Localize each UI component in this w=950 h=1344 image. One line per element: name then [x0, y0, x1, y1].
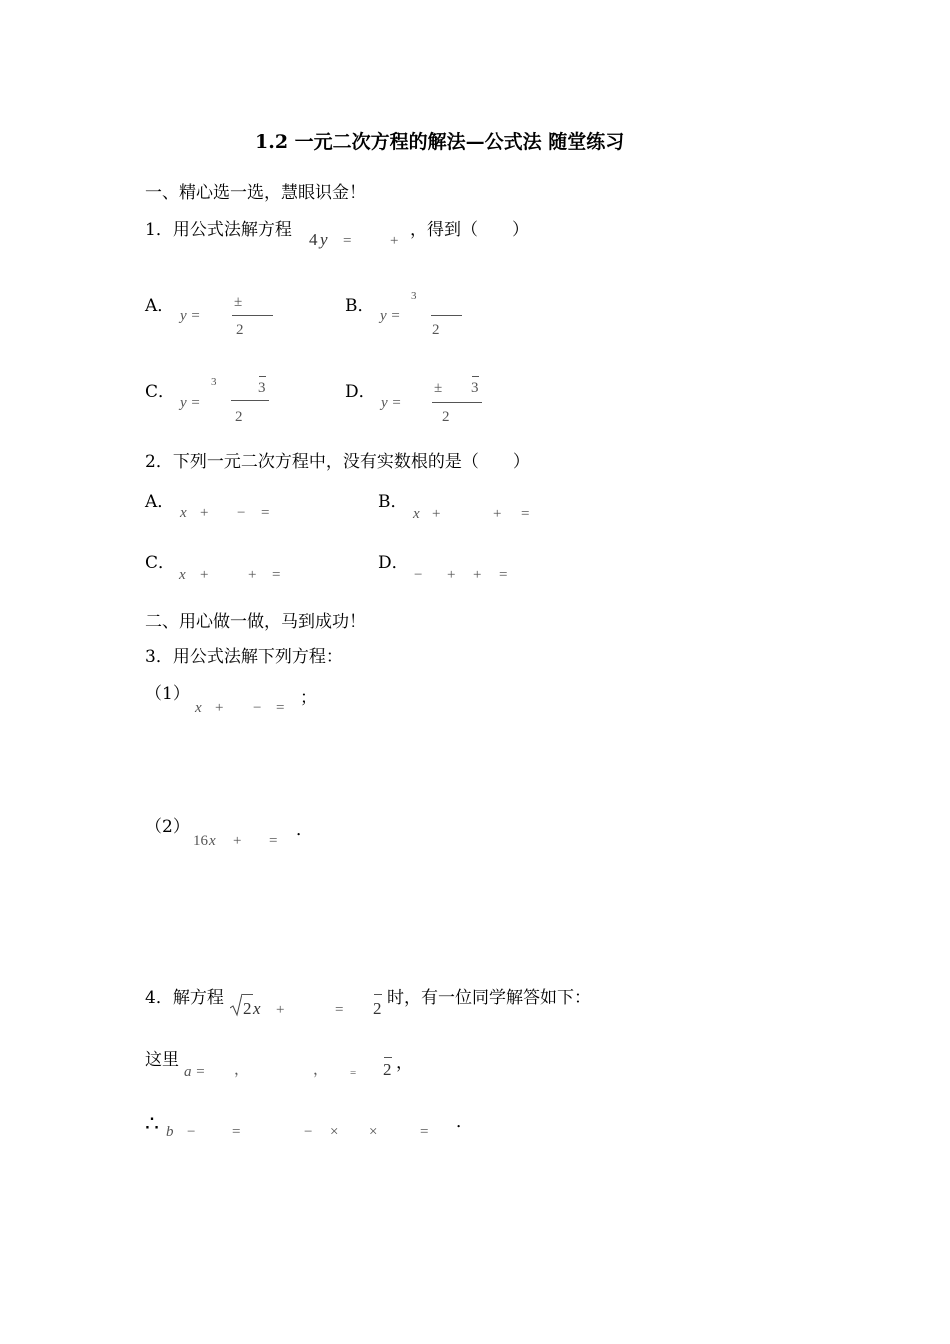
q4-line2-comma3: ，	[396, 1053, 413, 1073]
q2-option-c-op2: +	[248, 567, 257, 583]
q4-line2-equals: =	[350, 1067, 357, 1079]
q3-part-2-label: （2）	[145, 817, 190, 837]
q4-line3-times1: ×	[330, 1124, 339, 1140]
q2-option-c-equals: =	[272, 567, 281, 583]
q1-option-c-lhs: y =	[180, 395, 201, 411]
q4-line2-comma2: ，	[313, 1062, 329, 1078]
q1-option-c-label: C．	[145, 382, 176, 402]
section-2-heading: 二、用心做一做，马到成功！	[145, 612, 366, 632]
q2-option-c-label: C．	[145, 553, 176, 573]
q4-line3-minus2: −	[304, 1124, 313, 1140]
q4-line2-a: a =	[184, 1064, 206, 1080]
q4-line3-times2: ×	[369, 1124, 378, 1140]
q4-radical-bar	[242, 994, 253, 995]
q1-option-a-denominator: 2	[236, 322, 244, 338]
q1-option-d-denominator: 2	[442, 409, 450, 425]
q4-line3-equals1: =	[232, 1124, 241, 1140]
q2-option-b-var: x	[413, 506, 420, 522]
q3-part-1-label: （1）	[145, 684, 190, 704]
q1-option-d-radicand: 3	[471, 380, 479, 396]
q4-stem-after: 时，有一位同学解答如下：	[387, 988, 591, 1008]
q1-option-c-fraction-bar	[231, 400, 269, 401]
q2-option-a-label: A．	[145, 492, 175, 512]
q2-stem: 2．下列一元二次方程中，没有实数根的是（ ）	[145, 452, 530, 472]
q1-stem-after: ，得到（ ）	[410, 220, 529, 240]
q3-part-2-op1: +	[233, 833, 242, 849]
q3-part-1-op2: −	[253, 700, 262, 716]
q1-option-a-label: A．	[145, 296, 175, 316]
q4-op1: +	[276, 1002, 285, 1018]
q2-option-d-op2: +	[447, 567, 456, 583]
q1-option-a-lhs: y =	[180, 308, 201, 324]
q1-stem: 1．用公式法解方程	[145, 220, 292, 240]
q2-option-a-op1: +	[200, 505, 209, 521]
page-title: 1.2 一元二次方程的解法—公式法 随堂练习	[255, 131, 625, 153]
q4-rhs-radicand: 2	[373, 999, 382, 1018]
q2-option-c-var: x	[179, 567, 186, 583]
q2-option-b-op2: +	[493, 506, 502, 522]
q1-option-a-fraction-bar	[232, 315, 273, 316]
q1-option-a-numerator: ±	[234, 294, 243, 310]
q3-part-2-coef: 16	[193, 833, 208, 849]
q4-line3-equals2: =	[420, 1124, 429, 1140]
q1-eq-plus: +	[390, 233, 399, 249]
q1-option-c-numerator: 3	[211, 376, 217, 388]
q2-option-a-op2: −	[237, 505, 246, 521]
q3-part-1-equals: =	[276, 700, 285, 716]
q2-option-d-equals: =	[499, 567, 508, 583]
q2-option-c-op1: +	[200, 567, 209, 583]
q4-stem: 4．解方程	[145, 988, 224, 1008]
q4-rhs-radical-bar	[374, 994, 382, 995]
q1-option-c-radical-bar	[259, 376, 266, 377]
q2-option-d-op1: −	[414, 567, 423, 583]
q1-option-c-denominator: 2	[235, 409, 243, 425]
therefore-symbol: ∴	[145, 1112, 159, 1137]
q1-option-d-label: D．	[345, 382, 376, 402]
q1-option-c-radicand: 3	[258, 380, 266, 396]
q2-option-d-op3: +	[473, 567, 482, 583]
q1-option-b-numerator: 3	[411, 290, 417, 302]
q4-equals: =	[335, 1002, 344, 1018]
q4-line2-comma1: ，	[234, 1062, 250, 1078]
q2-option-a-equals: =	[261, 505, 270, 521]
q3-part-1-op1: +	[215, 700, 224, 716]
q4-line3-b: b	[166, 1124, 174, 1140]
q3-part-2-equals: =	[269, 833, 278, 849]
q2-option-d-label: D．	[378, 553, 409, 573]
q1-eq-var: y	[320, 230, 328, 249]
q4-line3-end: ．	[456, 1112, 473, 1132]
q1-option-b-label: B．	[345, 296, 375, 316]
q3-part-2-end: ．	[296, 820, 313, 840]
q4-var: x	[253, 999, 261, 1018]
q1-option-d-fraction-bar	[432, 402, 482, 403]
q1-option-b-lhs: y =	[380, 308, 401, 324]
q4-line2-prefix: 这里	[145, 1050, 179, 1070]
q1-option-d-radical-bar	[472, 376, 479, 377]
q1-option-d-lhs: y =	[381, 395, 402, 411]
q2-option-b-equals: =	[521, 506, 530, 522]
q1-eq-coef: 4	[309, 230, 318, 249]
q2-option-b-op1: +	[432, 506, 441, 522]
q4-line2-radical-bar	[384, 1057, 392, 1058]
section-1-heading: 一、精心选一选，慧眼识金！	[145, 183, 366, 203]
q4-line3-minus1: −	[187, 1124, 196, 1140]
q2-option-b-label: B．	[378, 492, 408, 512]
q1-option-d-numerator: ±	[434, 380, 443, 396]
q3-part-1-var: x	[195, 700, 202, 716]
q4-line2-radicand: 2	[383, 1060, 392, 1079]
q3-part-2-var: x	[209, 833, 216, 849]
q2-option-a-var: x	[180, 505, 187, 521]
q1-option-b-fraction-bar	[431, 315, 462, 316]
q1-eq-equals: =	[343, 233, 352, 249]
q3-stem: 3．用公式法解下列方程：	[145, 647, 343, 667]
q4-radicand: 2	[243, 999, 252, 1018]
q1-option-b-denominator: 2	[432, 322, 440, 338]
q3-part-1-end: ；	[300, 688, 317, 708]
square-root-sign	[230, 993, 242, 1017]
